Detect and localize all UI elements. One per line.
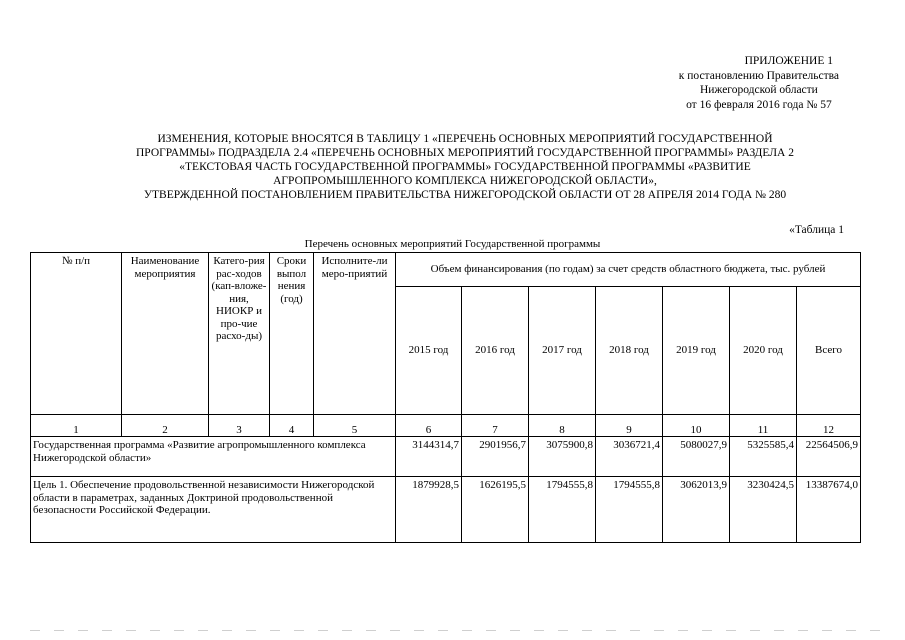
heading-line: «ТЕКСТОВАЯ ЧАСТЬ ГОСУДАРСТВЕННОЙ ПРОГРАММЫ» ГОСУДАРСТВЕННОЙ ПРОГРАММЫ «РАЗВИТИЕ: [179, 161, 751, 173]
header-year: 2015 год: [396, 287, 462, 415]
header-total: Всего: [797, 287, 861, 415]
header-year: 2018 год: [596, 287, 663, 415]
row-value: 2901956,7: [462, 437, 529, 477]
table-row: [31, 437, 861, 477]
header-executors: Исполните-ли меро-приятий: [314, 253, 396, 415]
col-number: 1: [31, 415, 122, 437]
row-value: 1794555,8: [596, 477, 663, 543]
row-value: 13387674,0: [797, 477, 861, 543]
header-term: Сроки выпол нения (год): [270, 253, 314, 415]
header-funding: Объем финансирования (по годам) за счет средств областного бюджета, тыс. рублей: [396, 253, 861, 287]
row-value: 5080027,9: [663, 437, 730, 477]
col-number: 9: [596, 415, 663, 437]
col-number: 12: [797, 415, 861, 437]
header-name: Наименование мероприятия: [122, 253, 209, 415]
col-number: 11: [730, 415, 797, 437]
table-tag: «Таблица 1: [789, 224, 844, 236]
row-label: Цель 1. Обеспечение продовольственной независимости Нижегородской области в параметрах, заданных Доктриной продовольственной безопасности Российской Федерации.: [31, 477, 396, 543]
row-value: 3036721,4: [596, 437, 663, 477]
page-edge-divider: [30, 630, 890, 631]
header-year: 2020 год: [730, 287, 797, 415]
heading-line: АГРОПРОМЫШЛЕННОГО КОМПЛЕКСА НИЖЕГОРОДСКОЙ ОБЛАСТИ»,: [273, 175, 657, 187]
row-value: 3230424,5: [730, 477, 797, 543]
table-row: [31, 477, 861, 543]
row-value: 3144314,7: [396, 437, 462, 477]
col-number: 3: [209, 415, 270, 437]
col-number: 5: [314, 415, 396, 437]
col-number: 4: [270, 415, 314, 437]
header-year: 2019 год: [663, 287, 730, 415]
heading-line: ПРОГРАММЫ» ПОДРАЗДЕЛА 2.4 «ПЕРЕЧЕНЬ ОСНОВНЫХ МЕРОПРИЯТИЙ ГОСУДАРСТВЕННОЙ ПРОГРАММЫ» РАЗДЕЛА 2: [136, 147, 794, 159]
document-heading: [40, 132, 890, 202]
heading-line: ИЗМЕНЕНИЯ, КОТОРЫЕ ВНОСЯТСЯ В ТАБЛИЦУ 1 «ПЕРЕЧЕНЬ ОСНОВНЫХ МЕРОПРИЯТИЙ ГОСУДАРСТВЕННОЙ: [157, 133, 773, 145]
row-label: Государственная программа «Развитие агропромышленного комплекса Нижегородской области»: [31, 437, 396, 477]
col-number: 6: [396, 415, 462, 437]
row-value: 22564506,9: [797, 437, 861, 477]
row-value: 1626195,5: [462, 477, 529, 543]
row-value: 3075900,8: [529, 437, 596, 477]
appendix-line: Нижегородской области: [699, 84, 818, 96]
appendix-title: ПРИЛОЖЕНИЕ 1: [744, 55, 833, 67]
row-value: 1794555,8: [529, 477, 596, 543]
col-number: 8: [529, 415, 596, 437]
appendix-line: от 16 февраля 2016 года № 57: [686, 98, 832, 111]
table-caption: Перечень основных мероприятий Государственной программы: [304, 238, 601, 250]
col-number: 2: [122, 415, 209, 437]
appendix-line: к постановлению Правительства: [678, 69, 839, 82]
header-year: 2016 год: [462, 287, 529, 415]
col-number: 10: [663, 415, 730, 437]
heading-line: УТВЕРЖДЕННОЙ ПОСТАНОВЛЕНИЕМ ПРАВИТЕЛЬСТВА НИЖЕГОРОДСКОЙ ОБЛАСТИ ОТ 28 АПРЕЛЯ 2014 ГОДА № 280: [143, 189, 787, 201]
measures-table: [30, 252, 861, 543]
row-value: 5325585,4: [730, 437, 797, 477]
row-value: 1879928,5: [396, 477, 462, 543]
header-category: Катего-рия рас-ходов (кап-вложе-ния, НИОКР и про-чие расхо-ды): [209, 253, 270, 415]
row-value: 3062013,9: [663, 477, 730, 543]
header-year: 2017 год: [529, 287, 596, 415]
col-number: 7: [462, 415, 529, 437]
header-num: № п/п: [31, 253, 122, 415]
appendix-block: [679, 54, 839, 112]
